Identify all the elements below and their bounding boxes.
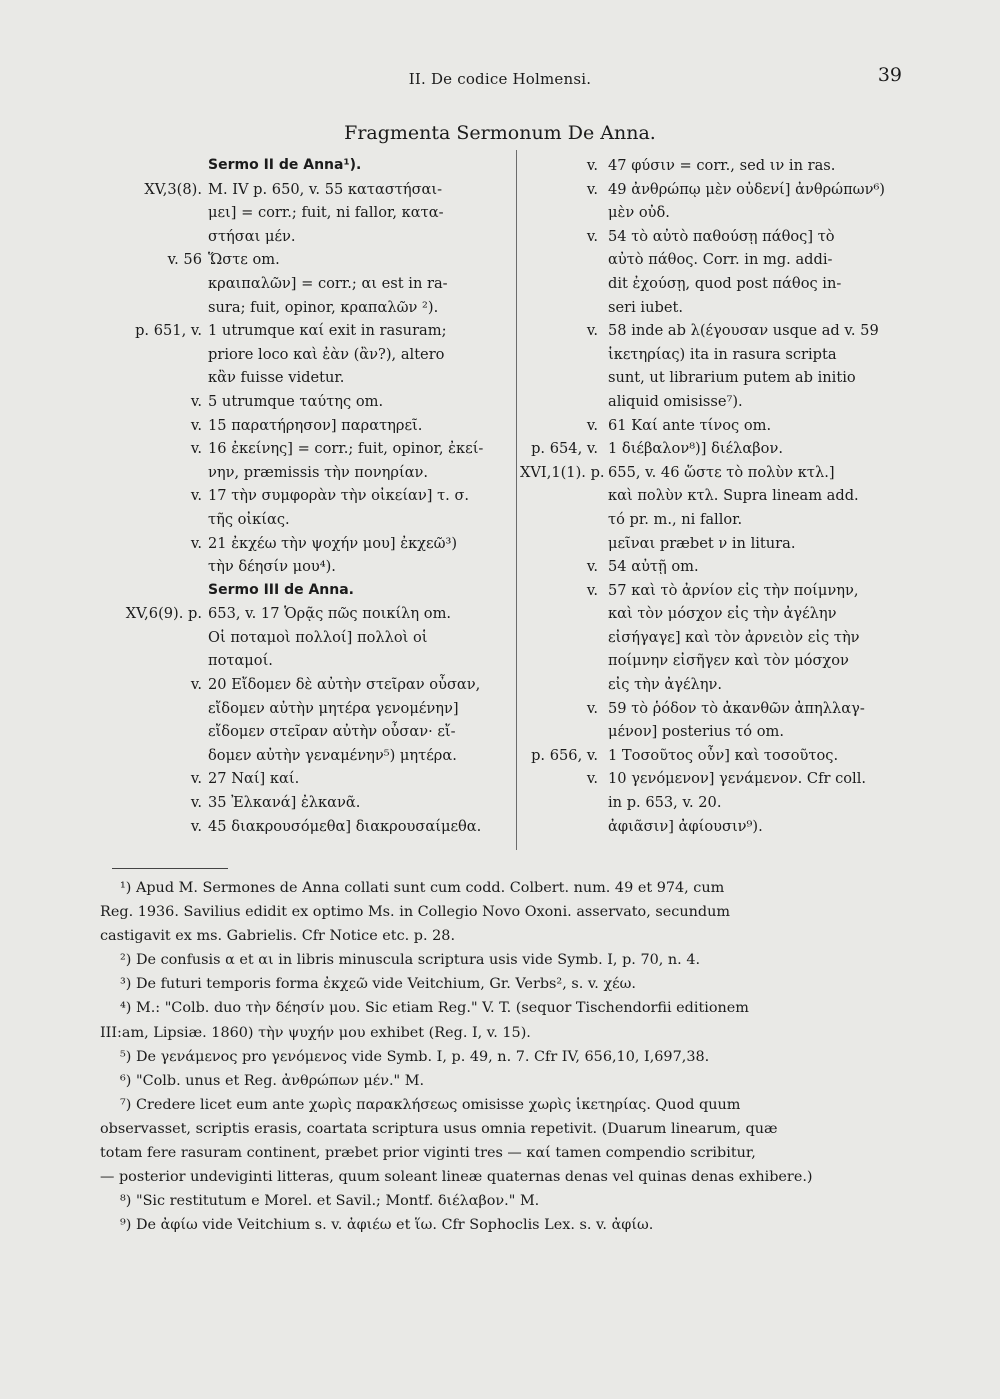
- apparatus-line: [88, 815, 513, 839]
- line-text: εἰς τὴν ἀγέλην.: [608, 676, 723, 694]
- apparatus-line: [520, 272, 920, 296]
- line-text: 58 inde ab λ(έγουσαν usque ad v. 59: [608, 322, 879, 340]
- footnote-line: [100, 1045, 900, 1069]
- line-text: Οἱ ποταμοὶ πολλοί] πολλοὶ οἱ: [208, 628, 428, 646]
- line-text: μένον] posterius τό om.: [608, 723, 784, 741]
- apparatus-line: [520, 767, 920, 791]
- line-text: αὐτὸ πάθος. Corr. in mg. addi-: [608, 251, 833, 269]
- line-text: 17 τὴν συμφορὰν τὴν οἰκείαν] τ. σ.: [208, 487, 470, 505]
- apparatus-line: [520, 697, 920, 721]
- apparatus-line: [520, 319, 920, 343]
- line-text: μεῖναι præbet ν in litura.: [608, 534, 796, 552]
- footnote-line: [100, 1093, 900, 1117]
- line-text: ἱκετηρίας) ita in rasura scripta: [608, 345, 837, 363]
- line-text: seri iubet.: [608, 298, 683, 316]
- apparatus-line: [520, 178, 920, 202]
- apparatus-line: [88, 767, 513, 791]
- footnote-text: ⁹) De ἀφίω vide Veitchium s. v. ἀφιέω et ἵω. Cfr Sophoclis Lex. s. v. ἀφίω.: [120, 1217, 654, 1234]
- line-text: 59 τὸ ῥόδον τὸ ἀκανθῶν ἀπηλλαγ-: [608, 699, 865, 717]
- line-text: τῆς οἰκίας.: [208, 510, 290, 528]
- line-text: 15 παρατήρησον] παρατηρεῖ.: [208, 416, 423, 434]
- apparatus-line: [88, 508, 513, 532]
- apparatus-line: [520, 366, 920, 390]
- line-text: 1 Τοσοῦτος οὖν] καὶ τοσοῦτος.: [608, 746, 839, 764]
- line-text: 1 utrumque καί exit in rasuram;: [208, 322, 447, 340]
- line-reference: v.: [586, 558, 598, 576]
- footnote-text: ⁷) Credere licet eum ante χωρὶς παρακλήσεως omisisse χωρὶς ἱκετηρίας. Quod quum: [120, 1096, 741, 1113]
- line-text: 54 αὐτῇ om.: [608, 558, 699, 576]
- footnote-line: [100, 948, 900, 972]
- line-text: 61 Καί ante τίνος om.: [608, 416, 772, 434]
- apparatus-line: [88, 720, 513, 744]
- apparatus-line: [520, 744, 920, 768]
- line-reference: v.: [190, 487, 202, 505]
- apparatus-line: [520, 461, 920, 485]
- apparatus-line: [88, 791, 513, 815]
- footnote-text: ⁴) M.: "Colb. duo τὴν δέησίν μου. Sic etiam Reg." V. T. (sequor Tischendorfii editionem: [120, 1000, 749, 1017]
- line-text: Sermo II de Anna¹).: [208, 157, 362, 173]
- line-text: 35 Ἐλκανά] ἐλκανᾶ.: [208, 794, 361, 812]
- line-text: δομεν αὐτὴν γεναμένην⁵) μητέρα.: [208, 746, 457, 764]
- line-reference: p. 656, v.: [531, 746, 598, 764]
- apparatus-line: [88, 602, 513, 626]
- line-text: 5 utrumque ταύτης om.: [208, 392, 384, 410]
- sermon-heading: [88, 579, 513, 603]
- apparatus-line: [520, 579, 920, 603]
- line-text: ποίμνην εἰσῆγεν καὶ τὸν μόσχον: [608, 652, 849, 670]
- line-text: νην, præmissis τὴν πονηρίαν.: [208, 463, 429, 481]
- left-column: [88, 154, 513, 838]
- line-text: κραιπαλῶν] = corr.; αι est in ra-: [208, 274, 448, 292]
- column-divider: [516, 150, 517, 850]
- line-text: 47 φύσιν = corr., sed ιν in ras.: [608, 157, 836, 174]
- apparatus-line: [520, 649, 920, 673]
- line-text: στήσαι μέν.: [208, 227, 296, 245]
- apparatus-line: [520, 555, 920, 579]
- line-text: 21 ἐκχέω τὴν ψοχήν μου] ἐκχεῶ³): [208, 534, 458, 552]
- apparatus-line: [520, 791, 920, 815]
- line-reference: v.: [586, 322, 598, 340]
- apparatus-line: [88, 272, 513, 296]
- footnote-line: [100, 876, 900, 900]
- line-text: M. IV p. 650, v. 55 καταστήσαι-: [208, 180, 443, 198]
- line-reference: v.: [190, 416, 202, 434]
- line-text: εἴδομεν στεῖραν αὐτὴν οὖσαν· εἴ-: [208, 723, 456, 741]
- line-text: dit ἐχούσῃ, quod post πάθος in-: [608, 274, 842, 292]
- footnote-text: ¹) Apud M. Sermones de Anna collati sunt cum codd. Colbert. num. 49 et 974, cum: [120, 880, 725, 896]
- footnote-line: [100, 900, 900, 924]
- line-reference: v.: [586, 581, 598, 599]
- line-reference: v.: [586, 770, 598, 788]
- line-text: 10 γενόμενον] γενάμενον. Cfr coll.: [608, 770, 867, 788]
- footnote-line: [100, 1021, 900, 1045]
- line-text: Ὥστε om.: [208, 251, 280, 269]
- footnote-text: ⁶) "Colb. unus et Reg. ἀνθρώπων μέν." M.: [120, 1072, 425, 1089]
- apparatus-line: [520, 437, 920, 461]
- apparatus-line: [520, 673, 920, 697]
- line-reference: v.: [586, 416, 598, 434]
- page-number: 39: [877, 64, 902, 86]
- line-text: εἰσήγαγε] καὶ τὸν ἀρνειὸν εἰς τὴν: [608, 628, 860, 646]
- line-text: sura; fuit, opinor, κραπαλῶν ²).: [208, 298, 439, 316]
- footnote-line: [100, 1165, 900, 1189]
- line-text: καὶ τὸν μόσχον εἰς τὴν ἀγέλην: [608, 605, 837, 623]
- line-text: εἴδομεν αὐτὴν μητέρα γενομένην]: [208, 699, 459, 717]
- footnote-text: ³) De futuri temporis forma ἐκχεῶ vide Veitchium, Gr. Verbs², s. v. χέω.: [120, 976, 636, 993]
- line-text: καὶ πολὺν κτλ. Supra lineam add.: [608, 487, 859, 505]
- footnote-line: [100, 1189, 900, 1213]
- line-text: κἂν fuisse videtur.: [208, 369, 345, 387]
- line-reference: v.: [190, 534, 202, 552]
- footnote-text: ²) De confusis α et αι in libris minuscula scriptura usis vide Symb. I, p. 70, n. 4.: [120, 952, 701, 969]
- footnote-text: totam fere rasuram continent, præbet prior viginti tres — καί tamen compendio scribitur,: [100, 1145, 756, 1162]
- footnote-text: castigavit ex ms. Gabrielis. Cfr Notice etc. p. 28.: [100, 928, 456, 945]
- line-text: μὲν οὐδ.: [608, 204, 670, 222]
- apparatus-line: [520, 248, 920, 272]
- line-reference: v.: [190, 440, 202, 458]
- running-head: II. De codice Holmensi.: [408, 70, 592, 88]
- line-reference: v.: [586, 180, 598, 198]
- apparatus-line: [520, 225, 920, 249]
- apparatus-line: [88, 225, 513, 249]
- line-reference: v.: [190, 676, 202, 694]
- right-column: [520, 154, 920, 838]
- line-text: ἀφιᾶσιν] ἀφίουσιν⁹).: [608, 817, 763, 835]
- line-text: ποταμοί.: [208, 652, 273, 670]
- apparatus-line: [88, 248, 513, 272]
- line-reference: v.: [586, 227, 598, 245]
- apparatus-line: [88, 673, 513, 697]
- footnote-line: [100, 1069, 900, 1093]
- apparatus-line: [88, 178, 513, 202]
- footnote-line: [100, 996, 900, 1020]
- apparatus-line: [520, 532, 920, 556]
- footnote-line: [100, 1117, 900, 1141]
- line-reference: XV,6(9). p.: [125, 605, 202, 623]
- line-text: in p. 653, v. 20.: [608, 794, 722, 812]
- line-reference: v.: [190, 794, 202, 812]
- footnote-text: observasset, scriptis erasis, coartata scriptura usus omnia repetivit. (Duarum linearum, quæ: [100, 1120, 778, 1137]
- line-reference: v.: [190, 392, 202, 410]
- line-reference: v.: [586, 699, 598, 717]
- apparatus-line: [88, 319, 513, 343]
- line-reference: XV,3(8).: [144, 180, 202, 198]
- line-reference: v.: [190, 817, 202, 835]
- apparatus-line: [520, 201, 920, 225]
- line-reference: p. 654, v.: [531, 440, 598, 458]
- line-reference: XVI,1(1). p.: [520, 463, 605, 481]
- apparatus-line: [88, 390, 513, 414]
- apparatus-line: [88, 366, 513, 390]
- line-reference: v. 56: [167, 251, 202, 269]
- footnote-rule: [112, 868, 228, 869]
- line-text: 1 διέβαλον⁸)] διέλαβον.: [608, 440, 783, 458]
- footnote-line: [100, 972, 900, 996]
- line-text: τό pr. m., ni fallor.: [608, 510, 743, 528]
- apparatus-line: [88, 296, 513, 320]
- apparatus-line: [88, 697, 513, 721]
- sermon-heading: [88, 154, 513, 178]
- section-title: Fragmenta Sermonum De Anna.: [344, 122, 656, 144]
- apparatus-line: [88, 626, 513, 650]
- apparatus-line: [88, 649, 513, 673]
- footnote-line: [100, 1213, 900, 1237]
- apparatus-line: [520, 508, 920, 532]
- apparatus-line: [520, 414, 920, 438]
- line-text: 27 Ναί] καί.: [208, 770, 300, 788]
- line-text: priore loco καὶ ἐὰν (ἂν?), altero: [208, 345, 445, 363]
- apparatus-line: [520, 720, 920, 744]
- apparatus-line: [520, 390, 920, 414]
- footnote-line: [100, 1141, 900, 1165]
- line-text: 54 τὸ αὐτὸ παθούσῃ πάθος] τὸ: [608, 227, 835, 245]
- apparatus-line: [520, 626, 920, 650]
- apparatus-line: [88, 532, 513, 556]
- footnote-text: ⁸) "Sic restitutum e Morel. et Savil.; Montf. διέλαβον." M.: [120, 1193, 540, 1210]
- apparatus-line: [88, 484, 513, 508]
- apparatus-line: [88, 461, 513, 485]
- apparatus-line: [88, 744, 513, 768]
- apparatus-line: [88, 437, 513, 461]
- line-text: sunt, ut librarium putem ab initio: [608, 369, 856, 387]
- line-text: aliquid omisisse⁷).: [608, 392, 743, 410]
- apparatus-line: [88, 555, 513, 579]
- line-text: τὴν δέησίν μου⁴).: [208, 558, 336, 576]
- line-text: 655, v. 46 ὥστε τὸ πολὺν κτλ.]: [608, 463, 835, 481]
- apparatus-line: [88, 343, 513, 367]
- line-text: 16 ἐκείνης] = corr.; fuit, opinor, ἐκεί-: [208, 440, 484, 458]
- line-text: 20 Εἴδομεν δὲ αὐτὴν στεῖραν οὖσαν,: [208, 676, 481, 694]
- apparatus-line: [520, 602, 920, 626]
- line-text: 57 καὶ τὸ ἀρνίον εἰς τὴν ποίμνην,: [608, 581, 859, 599]
- apparatus-line: [88, 414, 513, 438]
- footnote-line: [100, 924, 900, 948]
- footnote-text: III:am, Lipsiæ. 1860) τὴν ψυχήν μου exhibet (Reg. I, v. 15).: [100, 1024, 531, 1041]
- footnote-text: Reg. 1936. Savilius edidit ex optimo Ms. in Collegio Novo Oxoni. asservato, secundum: [100, 904, 730, 921]
- apparatus-line: [88, 201, 513, 225]
- line-text: Sermo III de Anna.: [208, 581, 354, 598]
- line-text: μει] = corr.; fuit, ni fallor, κατα-: [208, 204, 444, 222]
- apparatus-line: [520, 343, 920, 367]
- apparatus-line: [520, 296, 920, 320]
- line-text: 49 ἀνθρώπῳ μὲν οὐδενί] ἀνθρώπων⁶): [608, 180, 885, 198]
- footnotes: [100, 876, 900, 1237]
- line-text: 45 διακρουσόμεθα] διακρουσαίμεθα.: [208, 817, 482, 835]
- footnote-text: ⁵) De γενάμενος pro γενόμενος vide Symb. I, p. 49, n. 7. Cfr IV, 656,10, I,697,38.: [120, 1048, 710, 1065]
- line-reference: v.: [190, 770, 202, 788]
- line-reference: p. 651, v.: [135, 322, 202, 340]
- apparatus-line: [520, 484, 920, 508]
- line-text: 653, v. 17 Ὁρᾷς πῶς ποικίλη om.: [208, 605, 452, 623]
- apparatus-line: [520, 815, 920, 839]
- apparatus-line: [520, 154, 920, 178]
- line-reference: v.: [586, 157, 598, 174]
- footnote-text: — posterior undeviginti litteras, quum soleant lineæ quaternas denas vel quinas denas exhibere.): [100, 1169, 813, 1186]
